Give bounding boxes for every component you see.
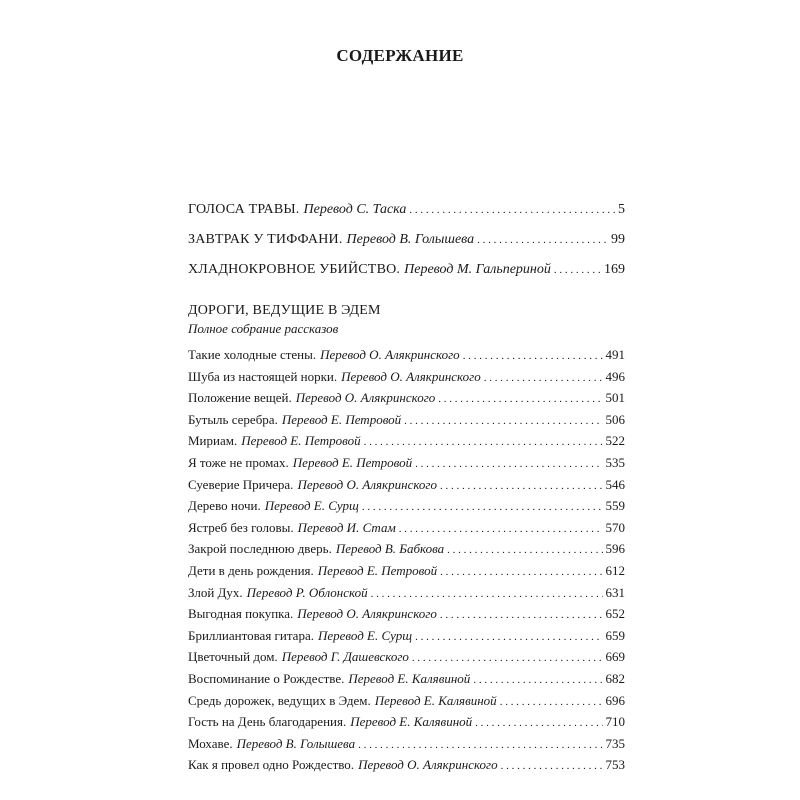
dot-leader	[473, 670, 602, 691]
entry-translator: Перевод Е. Сурщ	[317, 627, 413, 643]
entry-page-number: 570	[605, 519, 625, 535]
entry-translator: Перевод Е. Петровой	[317, 562, 438, 578]
entry-translator: Перевод О. Алякринского	[320, 347, 460, 362]
entry-translator: Перевод Г. Дашевского	[281, 649, 409, 665]
entry-translator: Перевод О. Алякринского	[297, 476, 437, 492]
dot-leader	[404, 411, 602, 432]
dot-leader	[440, 605, 603, 626]
entry-page-number: 631	[605, 584, 625, 600]
dot-leader	[412, 648, 603, 669]
dot-leader	[477, 234, 608, 246]
dot-leader	[438, 389, 602, 410]
entry-title: Бриллиантовая гитара.	[188, 627, 314, 643]
entry-title: Такие холодные стены.	[188, 347, 317, 362]
entry-page-number: 753	[605, 757, 625, 773]
entry-title: Суеверие Причера.	[188, 476, 294, 492]
dot-leader	[475, 713, 602, 734]
entry-page-number: 491	[605, 347, 625, 362]
toc-entry	[188, 626, 625, 648]
toc-entry	[188, 539, 625, 561]
entry-translator: Перевод О. Алякринского	[358, 757, 498, 773]
toc-entry	[188, 431, 625, 453]
toc-entry	[188, 453, 625, 475]
entry-title: Бутыль серебра.	[188, 411, 278, 427]
entry-translator: Перевод Е. Петровой	[292, 454, 413, 470]
entry-translator: Перевод В. Бабкова	[335, 541, 445, 557]
entry-translator: Перевод Е. Петровой	[281, 411, 402, 427]
entry-translator: Перевод О. Алякринского	[297, 606, 437, 622]
entry-title: Как я провел одно Рождество.	[188, 757, 355, 773]
dot-leader	[554, 264, 601, 276]
collection-section	[188, 302, 625, 777]
entry-page-number: 99	[611, 232, 625, 247]
entry-translator: Перевод С. Таска	[303, 202, 407, 217]
dot-leader	[415, 454, 602, 475]
toc-entry	[188, 345, 625, 367]
toc-entry	[188, 583, 625, 605]
dot-leader	[409, 204, 615, 216]
entry-title: Злой Дух.	[188, 584, 243, 600]
dot-leader	[371, 584, 603, 605]
entry-page-number: 696	[605, 692, 625, 708]
entry-page-number: 559	[605, 498, 625, 514]
toc-entry	[188, 410, 625, 432]
entry-translator: Перевод Е. Калявиной	[348, 670, 471, 686]
entry-title: Положение вещей.	[188, 390, 292, 406]
toc-entry	[188, 262, 625, 278]
entry-page-number: 522	[605, 433, 625, 449]
dot-leader	[399, 519, 603, 540]
entry-page-number: 669	[605, 649, 625, 665]
entry-translator: Перевод Е. Калявиной	[374, 692, 497, 708]
entry-title: Ястреб без головы.	[188, 519, 294, 535]
entry-title: Мохаве.	[188, 735, 233, 751]
toc-entry	[188, 232, 625, 248]
entry-title: Мириам.	[188, 433, 238, 449]
toc-entry	[188, 691, 625, 713]
toc-entry	[188, 755, 625, 777]
entry-page-number: 535	[605, 454, 625, 470]
entry-translator: Перевод Е. Сурщ	[264, 498, 359, 514]
toc-entry	[188, 202, 625, 218]
entry-title: ГОЛОСА ТРАВЫ.	[188, 202, 300, 217]
entry-title: Гость на День благодарения.	[188, 714, 347, 730]
entry-title: Шуба из настоящей норки.	[188, 368, 338, 384]
entry-page-number: 682	[605, 670, 625, 686]
entry-title: ЗАВТРАК У ТИФФАНИ.	[188, 232, 343, 247]
entry-translator: Перевод В. Голышева	[346, 232, 475, 247]
toc-entry	[188, 604, 625, 626]
entry-page-number: 5	[618, 202, 625, 217]
toc-entry	[188, 475, 625, 497]
entry-title: Закрой последнюю дверь.	[188, 541, 332, 557]
toc-entry	[188, 647, 625, 669]
entry-title: Дети в день рождения.	[188, 562, 314, 578]
dot-leader	[440, 476, 603, 497]
entry-page-number: 501	[605, 390, 625, 406]
entry-page-number: 169	[604, 262, 625, 277]
entry-title: ХЛАДНОКРОВНОЕ УБИЙСТВО.	[188, 262, 401, 277]
major-works-list	[188, 202, 625, 292]
entry-page-number: 496	[605, 368, 625, 384]
entry-title: Воспоминание о Рождестве.	[188, 670, 345, 686]
dot-leader	[500, 692, 603, 713]
page-title: СОДЕРЖАНИЕ	[336, 46, 464, 65]
dot-leader	[447, 540, 602, 561]
entry-title: Дерево ночи.	[188, 498, 261, 514]
dot-leader	[358, 735, 602, 756]
toc-entry	[188, 367, 625, 389]
entry-translator: Перевод И. Стам	[297, 519, 396, 535]
entry-page-number: 612	[605, 562, 625, 578]
dot-leader	[362, 497, 603, 518]
collection-title: ДОРОГИ, ВЕДУЩИЕ В ЭДЕМ	[188, 303, 381, 318]
entry-page-number: 652	[605, 606, 625, 622]
entry-translator: Перевод О. Алякринского	[295, 390, 436, 406]
toc-entry	[188, 518, 625, 540]
entry-page-number: 659	[605, 627, 625, 643]
story-list	[188, 345, 625, 777]
dot-leader	[501, 756, 603, 777]
toc-entry	[188, 734, 625, 756]
entry-title: Средь дорожек, ведущих в Эдем.	[188, 692, 371, 708]
entry-page-number: 735	[605, 735, 625, 751]
dot-leader	[364, 432, 603, 453]
collection-subtitle: Полное собрание рассказов	[188, 321, 339, 336]
entry-translator: Перевод Е. Петровой	[241, 433, 361, 449]
entry-page-number: 596	[605, 541, 625, 557]
entry-title: Выгодная покупка.	[188, 606, 294, 622]
entry-page-number: 546	[605, 476, 625, 492]
entry-translator: Перевод Е. Калявиной	[350, 714, 473, 730]
toc-entry	[188, 388, 625, 410]
entry-title: Я тоже не промах.	[188, 454, 289, 470]
dot-leader	[484, 368, 603, 389]
entry-translator: Перевод В. Голышева	[236, 735, 356, 751]
entry-page-number: 710	[605, 714, 625, 730]
dot-leader	[463, 346, 603, 367]
toc-entry	[188, 496, 625, 518]
toc-entry	[188, 712, 625, 734]
entry-translator: Перевод О. Алякринского	[341, 368, 481, 384]
dot-leader	[415, 627, 602, 648]
entry-translator: Перевод М. Гальпериной	[404, 262, 551, 277]
entry-translator: Перевод Р. Облонской	[246, 584, 368, 600]
entry-title: Цветочный дом.	[188, 649, 278, 665]
toc-entry	[188, 561, 625, 583]
toc-entry	[188, 669, 625, 691]
dot-leader	[440, 562, 602, 583]
entry-page-number: 506	[605, 411, 625, 427]
